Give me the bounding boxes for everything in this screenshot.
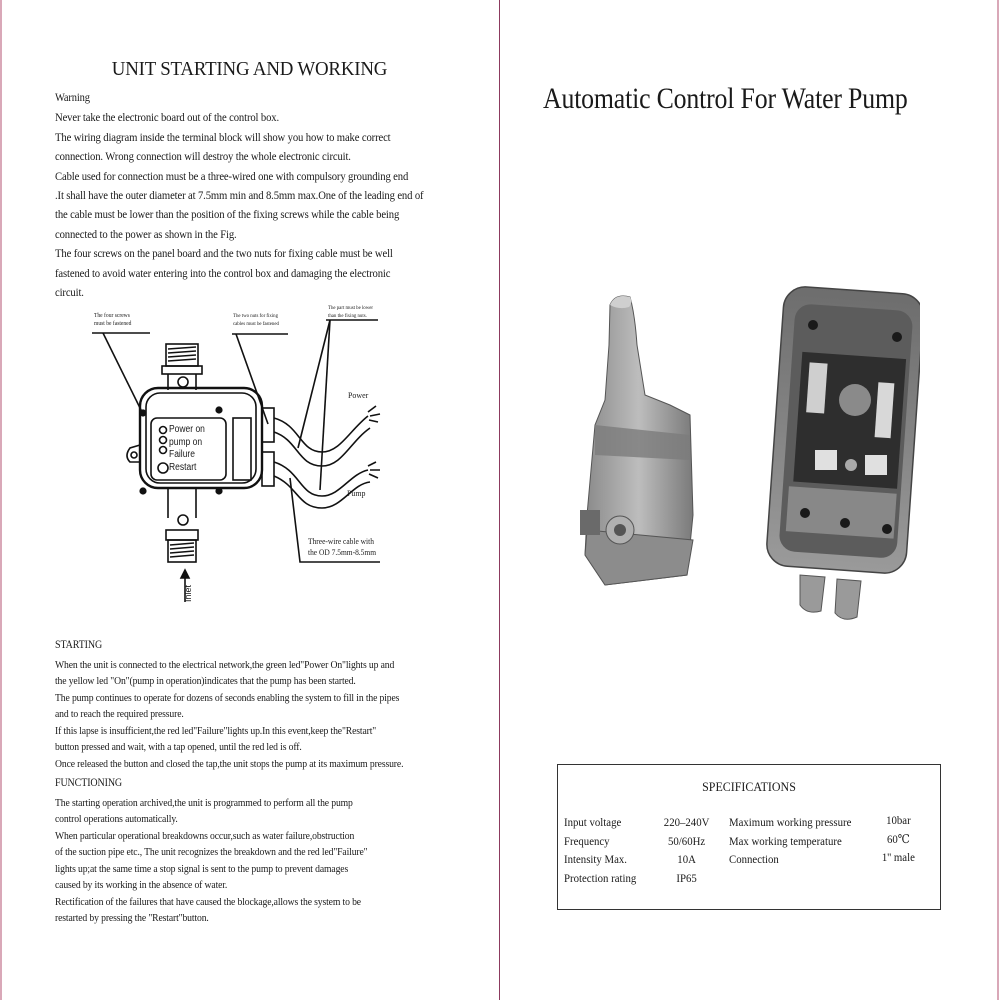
callout-line: The part must be lower: [328, 305, 373, 311]
specifications-heading: SPECIFICATIONS: [702, 779, 796, 794]
spec-value: IP65: [676, 870, 697, 885]
starting-line: The pump continues to operate for dozens of seconds enabling the system to fill in the pipes: [55, 691, 400, 704]
spec-value: 1'' male: [881, 850, 915, 864]
warning-line: the cable must be lower than the position of the fixing screws while the cable being: [55, 208, 400, 222]
left-page: [0, 0, 499, 1000]
inlet-label: Inlet: [183, 584, 193, 602]
spec-value: 60℃: [886, 831, 910, 846]
functioning-heading: FUNCTIONING: [55, 777, 123, 789]
pressure-controller-unit: [580, 296, 693, 585]
page-title: UNIT STARTING AND WORKING: [111, 58, 388, 80]
spec-label: Frequency: [564, 833, 610, 848]
functioning-line: Rectification of the failures that have caused the blockage,allows the system to be: [55, 895, 361, 908]
callout-line: The two nuts for fixing: [233, 313, 279, 319]
functioning-line: lights up;at the same time a stop signal is sent to the pump to prevent damages: [55, 862, 349, 875]
warning-line: connected to the power as shown in the Fig.: [55, 227, 237, 241]
spec-labels-left: [564, 813, 636, 887]
callout-line: cables must be fastened: [233, 320, 279, 327]
spec-values-right: [866, 811, 931, 867]
spec-value: 220–240V: [663, 815, 710, 829]
starting-heading: STARTING: [55, 639, 103, 651]
spec-label: Protection rating: [564, 870, 637, 885]
spec-label: Input voltage: [564, 815, 622, 829]
functioning-line: restarted by pressing the "Restart"button.: [55, 912, 209, 924]
spec-value: 10bar: [886, 813, 911, 827]
callout-line: The four screws: [94, 312, 130, 319]
warning-line: .It shall have the outer diameter at 7.5mm min and 8.5mm max.One of the leading end of: [55, 189, 424, 203]
label-failure: Failure: [169, 449, 195, 460]
warning-line: The wiring diagram inside the terminal block will show you how to make correct: [55, 130, 391, 144]
starting-line: Once released the button and closed the tap,the unit stops the pump at its maximum pressure.: [55, 757, 404, 770]
starting-line: button pressed and wait, with a tap opened, until the red led is off.: [55, 741, 302, 753]
warning-line: Cable used for connection must be a three-wired one with compulsory grounding end: [55, 169, 409, 183]
label-power-on: Power on: [169, 424, 205, 435]
spec-labels-right: [729, 813, 851, 869]
spec-values-left: [656, 813, 717, 887]
warning-line: circuit.: [55, 286, 84, 300]
spec-label: Maximum working pressure: [729, 815, 852, 829]
cable-note-line: Three-wire cable with: [308, 537, 374, 546]
callout-screws: [94, 312, 131, 327]
warning-heading: Warning: [55, 92, 90, 104]
cable-note-line: the OD 7.5mm-8.5mm: [308, 548, 377, 557]
power-label: Power: [348, 390, 369, 400]
starting-line: the yellow led "On"(pump in operation)indicates that the pump has been started.: [55, 675, 356, 687]
warning-line: connection. Wrong connection will destroy the whole electronic circuit.: [55, 150, 351, 164]
functioning-line: caused by its working in the absence of water.: [55, 879, 228, 891]
spec-label: Intensity Max.: [564, 852, 627, 866]
right-page: [500, 0, 1000, 1000]
spec-value: 50/60Hz: [667, 833, 706, 848]
specifications-box: [557, 764, 941, 910]
cable-note: [308, 536, 376, 558]
warning-line: fastened to avoid water entering into the control box and damaging the electronic: [55, 266, 391, 280]
open-control-box: [765, 285, 920, 619]
pump-label: Pump: [347, 488, 366, 498]
starting-line: and to reach the required pressure.: [55, 708, 184, 720]
warning-line: Never take the electronic board out of the control box.: [55, 111, 280, 125]
warning-line: The four screws on the panel board and the two nuts for fixing cable must be well: [55, 247, 393, 261]
starting-line: If this lapse is insufficient,the red led"Failure"lights up.In this event,keep the"Restart": [55, 724, 377, 737]
controller-line-drawing: [0, 0, 499, 620]
functioning-line: of the suction pipe etc., The unit recognizes the breakdown and the red led"Failure": [55, 846, 368, 858]
starting-section: [55, 637, 425, 772]
callout-line: than the fixing nuts.: [328, 312, 367, 319]
label-restart: Restart: [169, 461, 197, 473]
product-photo: [575, 285, 920, 625]
functioning-section: [55, 775, 425, 927]
spec-label: Connection: [729, 852, 779, 866]
spec-label: Max working temperature: [729, 833, 842, 848]
callout-nuts: [233, 313, 279, 328]
label-pump-on: pump on: [169, 436, 203, 448]
led-labels: [169, 424, 205, 474]
starting-line: When the unit is connected to the electrical network,the green led"Power On"lights up and: [55, 658, 395, 671]
callout-line: must be fastened: [94, 319, 132, 327]
functioning-line: control operations automatically.: [55, 813, 178, 825]
callout-part-lower: [328, 305, 373, 320]
functioning-line: The starting operation archived,the unit is programmed to perform all the pump: [55, 796, 353, 809]
product-title: Automatic Control For Water Pump: [543, 82, 908, 115]
spec-value: 10A: [677, 852, 696, 866]
functioning-line: When particular operational breakdowns occur,such as water failure,obstruction: [55, 829, 355, 842]
